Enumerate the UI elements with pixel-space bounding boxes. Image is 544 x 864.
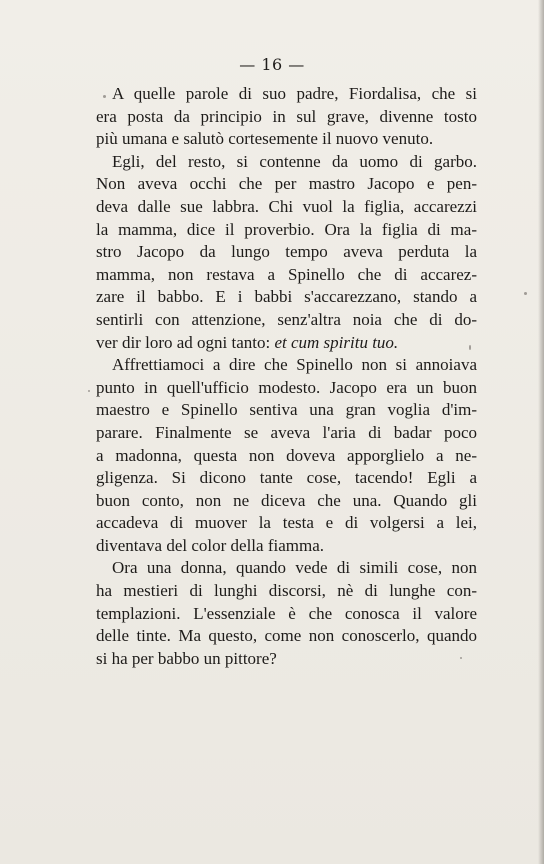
italic-latin-phrase: et cum spiritu tuo.	[274, 332, 399, 352]
text-line: templazioni. L'essenziale è che conosca il valore	[96, 603, 477, 623]
text-line: era posta da principio in sul grave, divenne tosto	[96, 106, 477, 126]
text-line	[96, 332, 477, 355]
text-line: Ora una donna, quando vede di simili cose, non	[112, 558, 477, 578]
text-line: Egli, del resto, si contenne da uomo di garbo.	[112, 151, 477, 171]
text-line: gligenza. Si dicono tante cose, tacendo! Egli a	[96, 468, 477, 488]
body-text	[96, 83, 477, 670]
scan-speck	[469, 345, 471, 350]
text-line: Non aveva occhi che per mastro Jacopo e pen-	[96, 174, 477, 194]
text-line: la mamma, dice il proverbio. Ora la figlia di ma-	[96, 219, 477, 239]
scan-speck	[524, 292, 527, 295]
page-edge-shadow	[538, 0, 544, 864]
text-line: più umana e salutò cortesemente il nuovo venuto.	[96, 129, 434, 149]
text-line: maestro e Spinello sentiva una gran voglia d'im-	[96, 400, 477, 420]
text-line: buon conto, non ne diceva che una. Quando gli	[96, 490, 477, 510]
scan-speck	[88, 390, 90, 392]
text-line: A quelle parole di suo padre, Fiordalisa, che si	[112, 84, 477, 103]
text-line: si ha per babbo un pittore?	[96, 648, 277, 668]
text-line: parare. Finalmente se aveva l'aria di badar poco	[96, 422, 477, 442]
page-number: — 16 —	[239, 55, 305, 74]
text-line: delle tinte. Ma questo, come non conoscerlo, quando	[96, 626, 477, 646]
scan-speck	[460, 657, 462, 659]
text-line: punto in quell'ufficio modesto. Jacopo era un buon	[96, 377, 477, 397]
scan-speck	[103, 95, 106, 98]
text-line: mamma, non restava a Spinello che di accarez-	[96, 264, 477, 284]
text-fragment: ver dir loro ad ogni tanto:	[96, 332, 275, 352]
text-line: deva dalle sue labbra. Chi vuol la figlia, accarezzi	[96, 196, 477, 216]
text-line: a madonna, questa non doveva apporglielo a ne-	[96, 445, 477, 465]
text-line: accadeva di muover la testa e di volgersi a lei,	[96, 513, 477, 533]
text-line: zare il babbo. E i babbi s'accarezzano, stando a	[96, 287, 477, 307]
text-line: sentirli con attenzione, senz'altra noia che di do-	[96, 309, 477, 329]
text-line: stro Jacopo da lungo tempo aveva perduta la	[96, 242, 477, 262]
text-line: ha mestieri di lunghi discorsi, nè di lunghe con-	[96, 581, 477, 601]
text-line: Affrettiamoci a dire che Spinello non si annoiava	[112, 355, 477, 375]
text-line: diventava del color della fiamma.	[96, 535, 324, 555]
